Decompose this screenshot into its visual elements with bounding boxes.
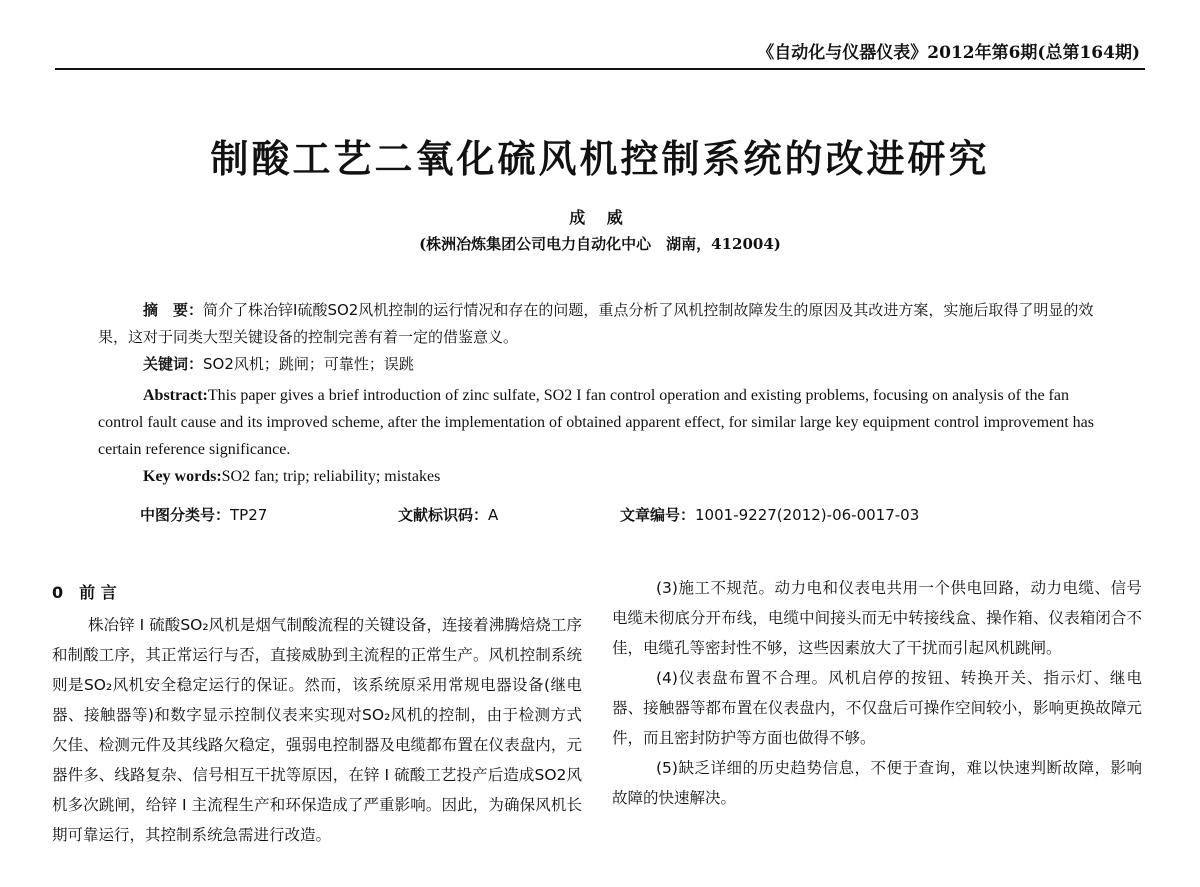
abstract-en-text: This paper gives a brief introduction of zinc sulfate, SO2 I fan control operation and existing problems, focusing on analysis of the fan control fault cause and its improved scheme, after the implementation of obtained apparent effect, for similar large key equipment control improvement has certain reference significance. [98,387,1094,458]
journal-header: 《自动化与仪器仪表》2012年第6期(总第164期) [757,43,1140,63]
abstract-en [98,382,1102,463]
abstract-block [98,297,1102,490]
list-item: (5)缺乏详细的历史趋势信息，不便于查询，难以快速判断故障，影响故障的快速解决。 [612,759,1142,807]
section-heading: 0 前 言 [52,583,117,602]
keywords-cn-text: SO2风机；跳闸；可靠性；误跳 [203,355,414,373]
affiliation: (株洲冶炼集团公司电力自动化中心 湖南，412004) [419,235,781,253]
keywords-en-text: SO2 fan; trip; reliability; mistakes [221,468,441,485]
doc-label: 文献标识码： [398,506,489,524]
abstract-cn-text: 简介了株冶锌I硫酸SO2风机控制的运行情况和存在的问题，重点分析了风机控制故障发生的原因及其改进方案，实施后取得了明显的效果，这对于同类大型关键设备的控制完善有着一定的借鉴意义。 [98,301,1094,346]
keywords-cn [98,351,1102,378]
doc-code [398,504,498,525]
header-rule [55,68,1145,70]
abstract-en-label: Abstract: [143,387,208,404]
keywords-cn-label: 关键词： [143,355,204,373]
left-column [52,578,582,850]
right-column [612,573,1142,813]
clc-value: TP27 [230,506,268,524]
list-item: (3)施工不规范。动力电和仪表电共用一个供电回路，动力电缆、信号电缆未彻底分开布线，电缆中间接头而无中转接线盒、操作箱、仪表箱闭合不佳，电缆孔等密封性不够，这些因素放大了干扰而引起风机跳闸。 [612,579,1142,657]
keywords-en [98,463,1102,490]
paper-title: 制酸工艺二氧化硫风机控制系统的改进研究 [210,136,990,181]
abstract-cn [98,297,1102,351]
article-label: 文章编号： [620,506,696,524]
list-item: (4)仪表盘布置不合理。风机启停的按钮、转换开关、指示灯、继电器、接触器等都布置在仪表盘内，不仅盘后可操作空间较小，影响更换故障元件，而且密封防护等方面也做得不够。 [612,669,1142,747]
clc-label: 中图分类号： [140,506,231,524]
clc-code [140,504,267,525]
intro-paragraph: 株冶锌 I 硫酸SO₂风机是烟气制酸流程的关键设备，连接着沸腾焙烧工序和制酸工序，其正常运行与否，直接威胁到主流程的正常生产。风机控制系统则是SO₂风机安全稳定运行的保证。然而，该系统原采用常规电器设备(继电器、接触器等)和数字显示控制仪表来实现对SO₂风机的控制，由于检测方式欠佳、检测元件及其线路欠稳定，强弱电控制器及电缆都布置在仪表盘内，元器件多、线路复杂、信号相互干扰等原因，在锌 I 硫酸工艺投产后造成SO2风机多次跳闸，给锌 I 主流程生产和环保造成了严重影响。因此，为确保风机长期可靠运行，其控制系统急需进行改造。 [52,616,582,844]
author: 成 威 [569,208,631,227]
keywords-en-label: Key words: [143,468,222,485]
article-number [620,504,919,525]
article-value: 1001-9227(2012)-06-0017-03 [695,506,920,524]
abstract-cn-label: 摘 要： [143,301,204,319]
doc-value: A [488,506,499,524]
